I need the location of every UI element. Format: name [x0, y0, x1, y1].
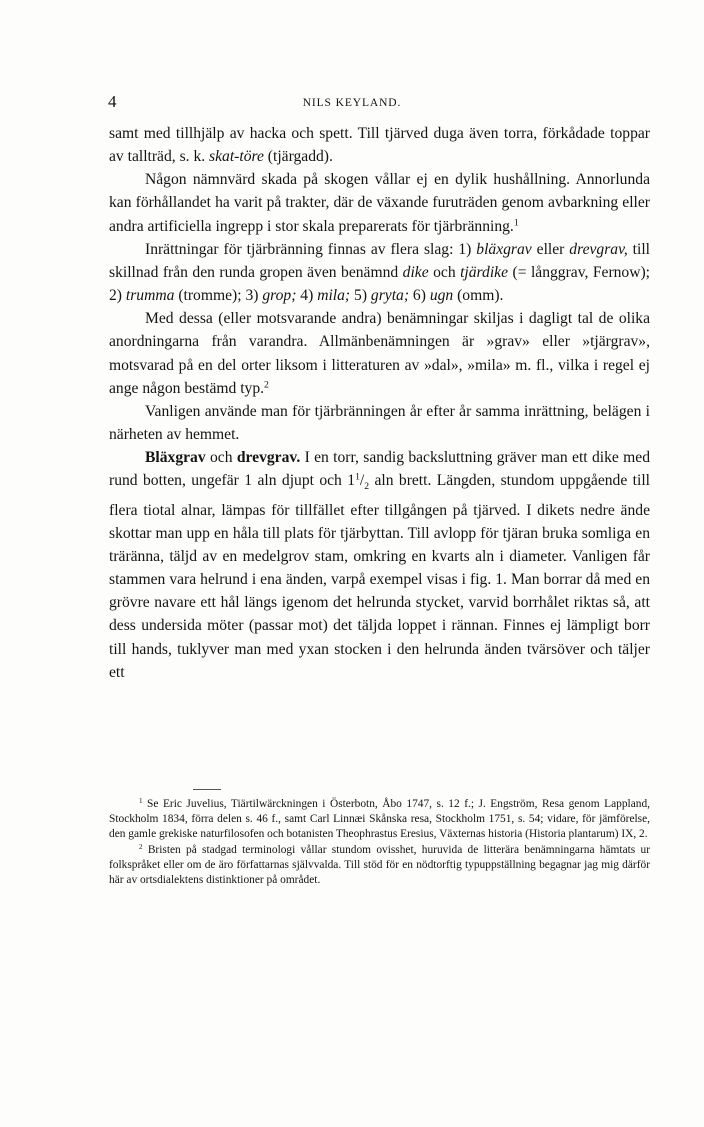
- paragraph-6: Bläxgrav och drevgrav. I en torr, sandig backsluttning gräver man ett dike med rund botten, ungefär 1 aln djupt och $1^1/_2$ aln brett. Längden, stundom uppgående till flera tiotal alnar, lämpas för tillfället efter tillgången på tjärved. I dikets nedre ände skottar man upp en håla till plats för tjärbyttan. Till avlopp för tjäran bruka somliga en trärännа, täljd av en medelgrov stam, omkring en kvarts aln i diameter. Vanligen får stammen vara helrund i ena änden, varpå exempel visas i fig. 1. Man borrar då med en grövre navare ett hål längs igenom det helrunda stycket, varvid borrhålet riktas så, att dess undersida möter (passar mot) det täljda loppet i rännan. Finnes ej lämpligt borr till hands, tuklyver man med yxan stocken i den helrunda änden tvärsöver och täljer ett: [109, 449, 651, 681]
- section-heading-blaxgrav: Bläxgrav: [145, 449, 206, 467]
- section-heading-drevgrav: drevgrav.: [236, 449, 301, 467]
- running-head: NILS KEYLAND.: [302, 97, 402, 109]
- term-ugn: ugn: [429, 287, 454, 305]
- term-gryta: gryta;: [370, 287, 410, 305]
- term-grop: grop;: [262, 287, 297, 305]
- footnote-2: $^2$ Bristen på stadgad terminologi vållar stundom ovisshet, huruvida de litterära benämningarna hämtats ur folkspråket eller om de äro författarnas självvalda. Till stöd för en nödtorftig typuppställning begagnar jag mig därför här av ortsdialektens distinktioner på området.: [109, 842, 650, 887]
- paragraph-4: Med dessa (eller motsvarande andra) benämningar skiljas i dagligt tal de olika anordningarna från varandra. Allmänbenämningen är »grav» eller »tjärgrav», motsvarad på en del orter liksom i litteraturen av »dal», »mila» m. fl., vilka i regel ej ange någon bestämd typ.$^2$: [109, 310, 650, 397]
- footnote-1: $^1$ Se Eric Juvelius, Tiärtilwärckningen i Österbotn, Åbo 1747, s. 12 f.; J. Engström, Resa genom Lappland, Stockholm 1834, förra delen s. 46 f., samt Carl Linnæi Skånska resa, Stockholm 1751, s. 54; vidare, för jämförelse, den gamle grekiske naturfilosofen och botanisten Theophrastus Eresius, Växternas historia (Historia plantarum) IX, 2.: [109, 797, 650, 841]
- term-tjardike: tjärdike: [460, 263, 509, 281]
- footnotes: [109, 797, 650, 888]
- body-text: [109, 122, 650, 684]
- footnote-mark-1: 1: [139, 797, 143, 806]
- paragraph-3: Inrättningar för tjärbränning finnas av flera slag: 1) bläxgrav eller drevgrav, till skillnad från den runda gropen även benämnd dike och tjärdike (= långgrav, Fernow); 2) trumma (tromme); 3) grop; 4) mila; 5) gryta; 6) ugn (omm).: [109, 240, 651, 305]
- footnote-mark-2: 2: [139, 842, 143, 851]
- term-drevgrav: drevgrav,: [569, 240, 628, 258]
- term-dike: dike: [402, 263, 429, 281]
- fraction-numerator: 1: [355, 472, 360, 484]
- term-blaxgrav: bläxgrav: [476, 240, 532, 258]
- paragraph-2: Någon nämnvärd skada på skogen vållar ej en dylik hushållning. Annorlunda kan förhållandet ha varit på trakter, där de växande furuträden genom avbarkning eller andra artificiella ingrepp i stor skala preparerats för tjärbränning.$^1$: [109, 171, 650, 235]
- footnote-rule: [193, 789, 221, 790]
- term-skat-tore: skat-töre: [209, 148, 264, 166]
- page-number: 4: [108, 92, 117, 111]
- term-mila: mila;: [317, 287, 351, 305]
- footnote-ref-1: 1: [513, 217, 519, 229]
- term-trumma: trumma: [125, 287, 175, 305]
- paragraph-5: Vanligen använde man för tjärbränningen år efter år samma inrättning, belägen i närheten av hemmet.: [109, 402, 650, 444]
- fraction-denominator: 2: [364, 481, 370, 493]
- footnote-ref-2: 2: [264, 379, 269, 391]
- paragraph-1: samt med tillhjälp av hacka och spett. Till tjärved duga även torra, förkådade toppar av tallträd, s. k. skat-töre (tjärgadd).: [109, 125, 650, 166]
